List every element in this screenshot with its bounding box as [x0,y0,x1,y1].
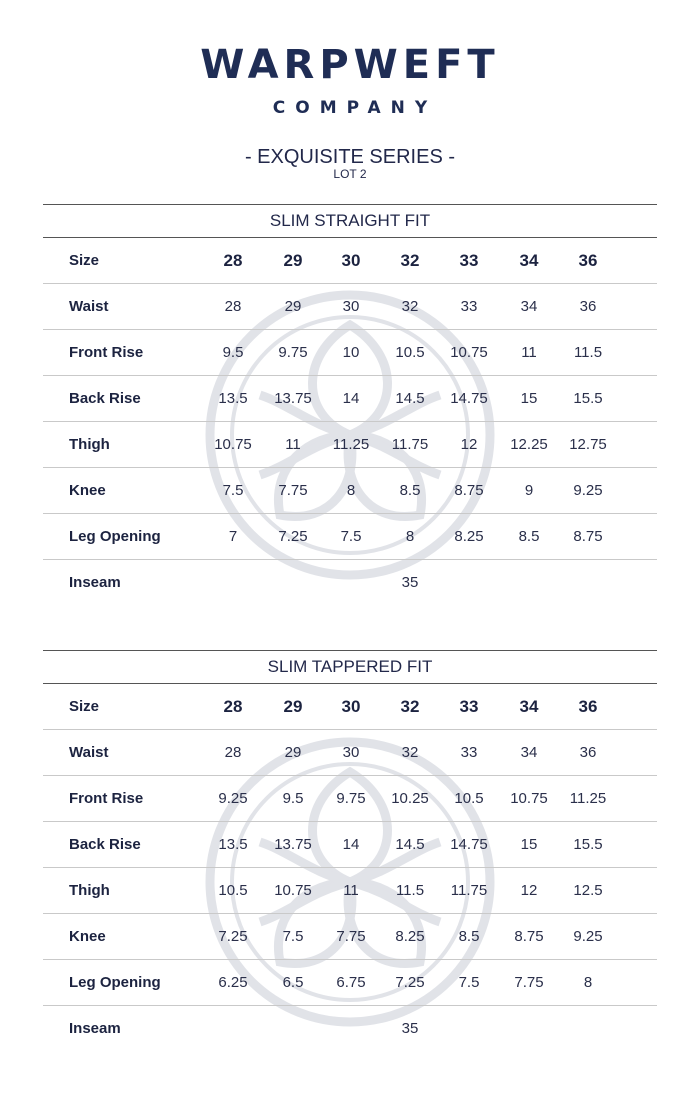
table-cell: 7 [228,528,238,545]
table-cell: 6.75 [336,974,366,991]
table-cell: 12 [520,882,538,899]
table-cell: 9.5 [282,790,304,807]
table-cell: 9.25 [573,482,603,499]
table-cell: 7.25 [278,528,308,545]
table-cell: 32 [400,251,420,270]
series-title: - EXQUISITE SERIES - [244,146,456,168]
table-cell: 15 [520,390,538,407]
table-cell: 11 [343,882,359,899]
table-cell: 28 [223,697,243,716]
table-cell: 9.75 [278,344,308,361]
brand-company: COMPANY [272,98,438,118]
table-cell: 30 [342,298,360,315]
inseam-value: 35 [401,1020,419,1037]
table-cell: 36 [579,744,597,761]
table-cell: 10.75 [510,790,548,807]
lot-label: LOT 2 [333,167,367,181]
row-label: Leg Opening [69,528,161,545]
table-cell: 34 [520,298,538,315]
table-cell: 7.75 [278,482,308,499]
table-cell: 29 [283,251,303,270]
table-cell: 30 [341,697,361,716]
table-cell: 30 [341,251,361,270]
table-cell: 12 [460,436,478,453]
table-row [43,960,657,1006]
table-cell: 12.75 [569,436,607,453]
table-cell: 33 [459,697,479,716]
table-cell: 8 [346,482,356,499]
table-cell: 8.5 [458,928,480,945]
table-cell: 7.5 [222,482,244,499]
row-label: Knee [69,482,106,499]
table-cell: 13.75 [274,836,312,853]
table-cell: 8 [583,974,593,991]
table-cell: 10.25 [391,790,429,807]
row-label: Inseam [69,574,121,591]
fit-title: SLIM STRAIGHT FIT [43,204,657,238]
row-label: Thigh [69,882,110,899]
row-label: Size [69,698,100,715]
table-cell: 11 [521,344,537,361]
table-row [43,330,657,376]
table-cell: 34 [520,744,538,761]
table-cell: 7.25 [218,928,248,945]
size-chart-slim-tappered [43,650,657,1051]
table-cell: 15.5 [573,390,603,407]
table-row [43,514,657,560]
table-cell: 6.5 [282,974,304,991]
table-cell: 9.5 [222,344,244,361]
table-cell: 10.75 [274,882,312,899]
table-cell: 7.5 [458,974,480,991]
table-cell: 32 [401,744,419,761]
table-cell: 10.75 [450,344,488,361]
table-cell: 15 [520,836,538,853]
table-row [43,730,657,776]
table-cell: 11 [285,436,301,453]
table-row [43,238,657,284]
table-cell: 10.5 [454,790,484,807]
row-label: Leg Opening [69,974,161,991]
table-cell: 33 [460,744,478,761]
table-cell: 11.25 [332,436,370,453]
row-label: Waist [69,298,109,315]
table-cell: 30 [342,744,360,761]
size-chart-slim-straight [43,204,657,605]
table-cell: 32 [401,298,419,315]
table-cell: 28 [224,744,242,761]
table-cell: 14 [342,390,360,407]
inseam-row [43,560,657,605]
table-row [43,422,657,468]
table-cell: 14.5 [395,836,425,853]
inseam-row [43,1006,657,1051]
table-cell: 9.25 [573,928,603,945]
table-cell: 28 [224,298,242,315]
row-label: Size [69,252,100,269]
table-row [43,284,657,330]
row-label: Back Rise [69,390,141,407]
table-cell: 28 [223,251,243,270]
table-cell: 7.5 [340,528,362,545]
row-label: Knee [69,928,106,945]
table-cell: 10.5 [218,882,248,899]
table-cell: 7.75 [514,974,544,991]
table-cell: 10.75 [214,436,252,453]
table-cell: 8.5 [399,482,421,499]
table-cell: 14.5 [395,390,425,407]
table-cell: 36 [578,251,598,270]
table-row [43,468,657,514]
table-cell: 14.75 [450,390,488,407]
table-cell: 34 [519,251,539,270]
table-cell: 15.5 [573,836,603,853]
table-cell: 14.75 [450,836,488,853]
brand-name: WARPWEFT [200,42,500,88]
table-cell: 7.5 [282,928,304,945]
table-cell: 8.75 [573,528,603,545]
table-cell: 8.75 [514,928,544,945]
table-cell: 29 [284,298,302,315]
table-cell: 7.25 [395,974,425,991]
table-cell: 32 [400,697,420,716]
row-label: Front Rise [69,344,144,361]
table-cell: 34 [519,697,539,716]
table-cell: 8.25 [454,528,484,545]
table-row [43,914,657,960]
row-label: Front Rise [69,790,144,807]
table-cell: 9.25 [218,790,248,807]
table-cell: 11.25 [569,790,607,807]
table-cell: 11.75 [391,436,429,453]
table-cell: 14 [342,836,360,853]
table-cell: 9 [524,482,534,499]
table-row [43,376,657,422]
table-cell: 11.75 [450,882,488,899]
table-cell: 11.5 [573,344,603,361]
table-cell: 8 [405,528,415,545]
row-label: Waist [69,744,109,761]
table-cell: 11.5 [395,882,425,899]
table-cell: 36 [579,298,597,315]
table-cell: 36 [578,697,598,716]
table-cell: 7.75 [336,928,366,945]
table-cell: 13.5 [218,836,248,853]
table-cell: 29 [284,744,302,761]
table-cell: 33 [459,251,479,270]
row-label: Back Rise [69,836,141,853]
table-cell: 13.75 [274,390,312,407]
table-cell: 8.75 [454,482,484,499]
table-cell: 8.25 [395,928,425,945]
table-cell: 10.5 [395,344,425,361]
table-cell: 6.25 [218,974,248,991]
table-row [43,684,657,730]
table-cell: 9.75 [336,790,366,807]
table-row [43,822,657,868]
row-label: Thigh [69,436,110,453]
table-cell: 12.25 [510,436,548,453]
table-row [43,868,657,914]
table-row [43,776,657,822]
table-cell: 12.5 [573,882,603,899]
table-cell: 10 [342,344,360,361]
table-cell: 29 [283,697,303,716]
table-cell: 33 [460,298,478,315]
table-cell: 8.5 [518,528,540,545]
fit-title: SLIM TAPPERED FIT [43,650,657,684]
row-label: Inseam [69,1020,121,1037]
inseam-value: 35 [401,574,419,591]
table-cell: 13.5 [218,390,248,407]
